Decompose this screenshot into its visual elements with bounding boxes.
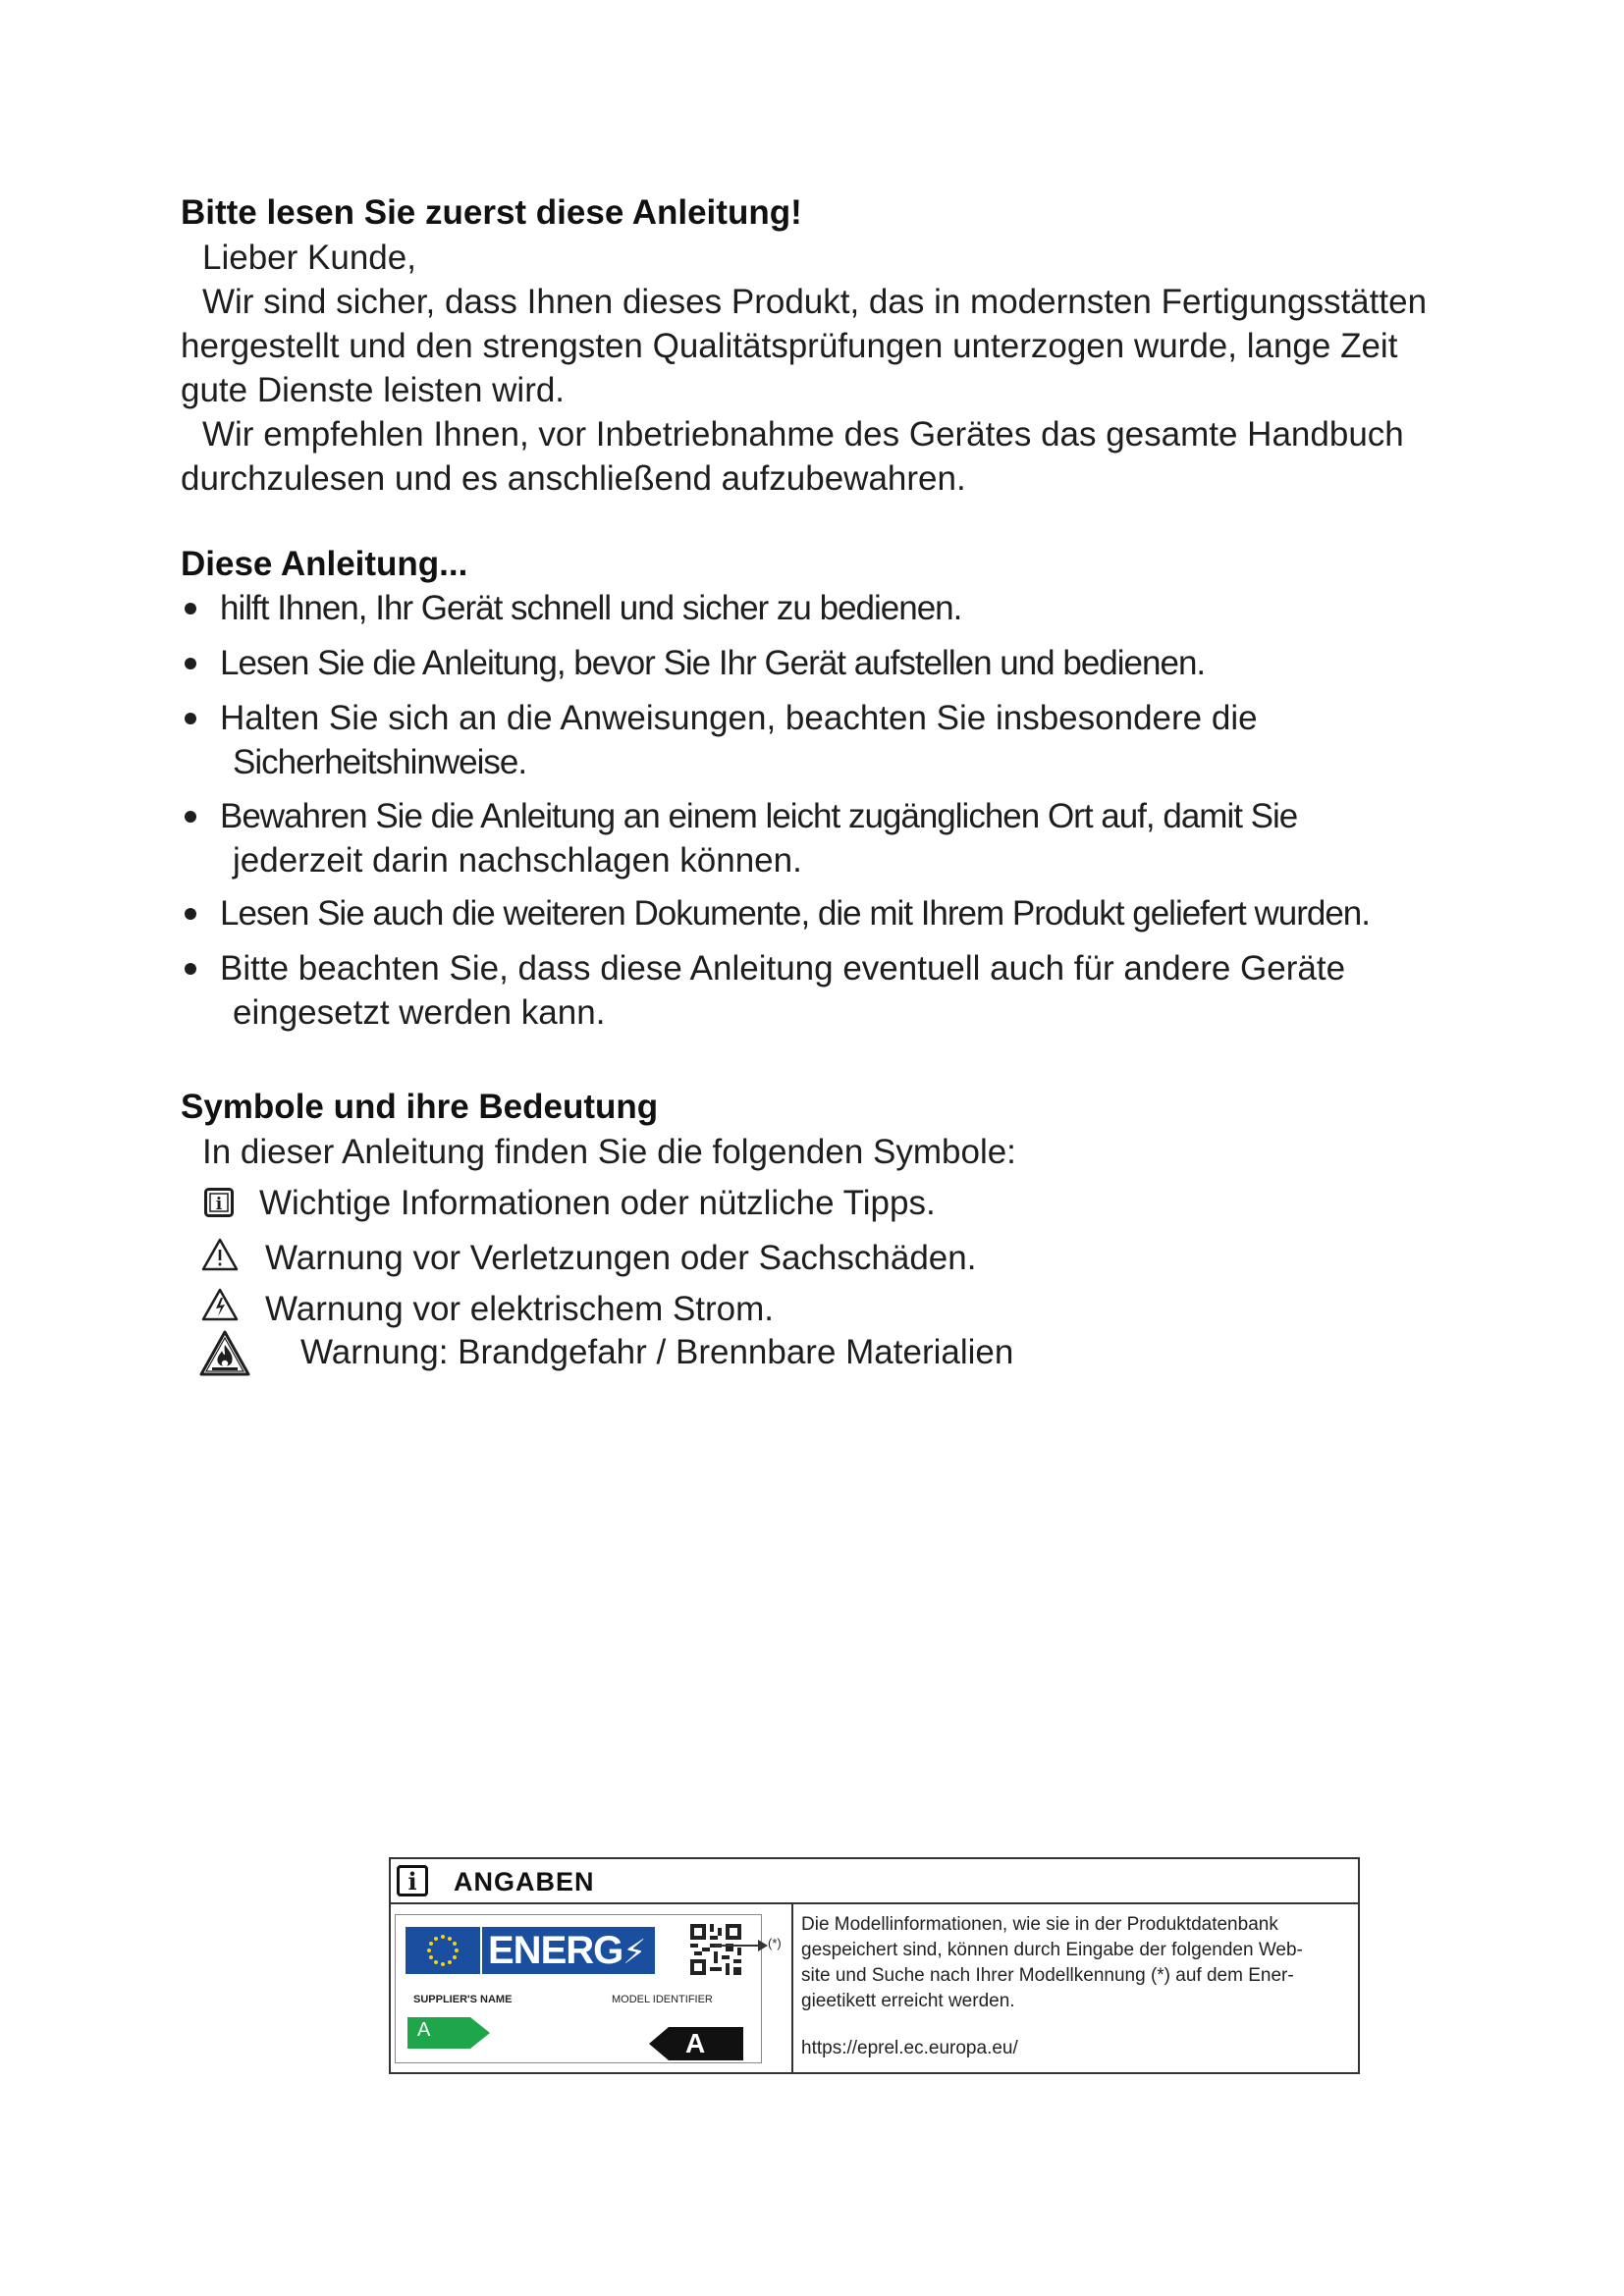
energy-word: ENERG bbox=[488, 1929, 623, 1972]
heading-this-manual: Diese Anleitung... bbox=[181, 545, 468, 583]
info-table-title: ANGABEN bbox=[454, 1867, 595, 1896]
info-icon: i bbox=[397, 1865, 428, 1896]
symbol-text-electric: Warnung vor elektrischem Strom. bbox=[265, 1290, 775, 1328]
heading-symbols: Symbole und ihre Bedeutung bbox=[181, 1088, 659, 1126]
efficiency-class-left: A bbox=[417, 2019, 431, 2041]
model-marker: (*) bbox=[768, 1936, 782, 1950]
bullet-text: hilft Ihnen, Ihr Gerät schnell und sicher zu bedienen. bbox=[220, 589, 962, 627]
model-identifier: MODEL IDENTIFIER bbox=[612, 1994, 713, 2005]
column-divider bbox=[791, 1904, 793, 2074]
bullet-dot bbox=[185, 811, 196, 823]
bullet-text: Bewahren Sie die Anleitung an einem leicht zugänglichen Ort auf, damit Sie bbox=[220, 797, 1298, 835]
bullet-dot bbox=[185, 713, 196, 724]
bullet-dot bbox=[185, 603, 196, 614]
description-line: gieetikett erreicht werden. bbox=[801, 1991, 1015, 2011]
eprel-url[interactable]: https://eprel.ec.europa.eu/ bbox=[801, 2038, 1018, 2058]
symbols-intro: In dieser Anleitung finden Sie die folgenden Symbole: bbox=[202, 1133, 1016, 1171]
bullet-text-continued: eingesetzt werden kann. bbox=[233, 993, 606, 1032]
description-line: gespeichert sind, können durch Eingabe der folgenden Web- bbox=[801, 1940, 1303, 1960]
electric-warning-icon bbox=[200, 1287, 240, 1322]
energy-wordmark: ENERG⚡ bbox=[482, 1927, 655, 1974]
intro-line: Wir empfehlen Ihnen, vor Inbetriebnahme des Gerätes das gesamte Handbuch bbox=[202, 415, 1404, 454]
bullet-dot bbox=[185, 658, 196, 669]
symbol-text-fire: Warnung: Brandgefahr / Brennbare Materialien bbox=[300, 1333, 1014, 1371]
bullet-dot bbox=[185, 908, 196, 920]
energy-label bbox=[395, 1914, 762, 2063]
qr-code-icon bbox=[690, 1923, 741, 1976]
intro-line: durchzulesen und es anschließend aufzubewahren. bbox=[181, 459, 966, 498]
symbol-text-warning: Warnung vor Verletzungen oder Sachschäden. bbox=[265, 1239, 977, 1277]
description-line: Die Modellinformationen, wie sie in der Produktdatenbank bbox=[801, 1914, 1278, 1935]
warning-triangle-icon bbox=[200, 1237, 240, 1272]
info-table bbox=[389, 1857, 1360, 2074]
intro-line: Lieber Kunde, bbox=[202, 239, 416, 277]
heading-read-first: Bitte lesen Sie zuerst diese Anleitung! bbox=[181, 193, 802, 232]
intro-line: gute Dienste leisten wird. bbox=[181, 371, 566, 409]
info-table-header bbox=[391, 1859, 1358, 1904]
symbol-text-info: Wichtige Informationen oder nützliche Tipps. bbox=[259, 1184, 936, 1222]
bullet-text: Bitte beachten Sie, dass diese Anleitung eventuell auch für andere Geräte bbox=[220, 949, 1346, 988]
supplier-name: SUPPLIER'S NAME bbox=[413, 1994, 513, 2005]
intro-line: Wir sind sicher, dass Ihnen dieses Produkt, das in modernsten Fertigungsstätten bbox=[202, 283, 1428, 321]
model-pointer-arrowhead bbox=[758, 1940, 768, 1951]
bullet-text-continued: Sicherheitshinweise. bbox=[233, 743, 527, 781]
bullet-text: Lesen Sie auch die weiteren Dokumente, die mit Ihrem Produkt geliefert wurden. bbox=[220, 894, 1370, 933]
bullet-text: Halten Sie sich an die Anweisungen, beachten Sie insbesondere die bbox=[220, 699, 1258, 737]
intro-line: hergestellt und den strengsten Qualitätsprüfungen unterzogen wurde, lange Zeit bbox=[181, 327, 1398, 365]
eu-flag-icon bbox=[406, 1927, 480, 1974]
svg-text:i: i bbox=[215, 1195, 223, 1214]
bullet-text-continued: jederzeit darin nachschlagen können. bbox=[233, 841, 802, 880]
model-pointer-line bbox=[715, 1945, 764, 1947]
bullet-dot bbox=[185, 963, 196, 975]
info-icon bbox=[204, 1188, 234, 1217]
efficiency-class-right: A bbox=[685, 2028, 706, 2058]
bullet-text: Lesen Sie die Anleitung, bevor Sie Ihr Gerät aufstellen und bedienen. bbox=[220, 644, 1206, 682]
fire-warning-icon bbox=[198, 1329, 251, 1378]
description-line: site und Suche nach Ihrer Modellkennung (*) auf dem Ener- bbox=[801, 1965, 1294, 1986]
